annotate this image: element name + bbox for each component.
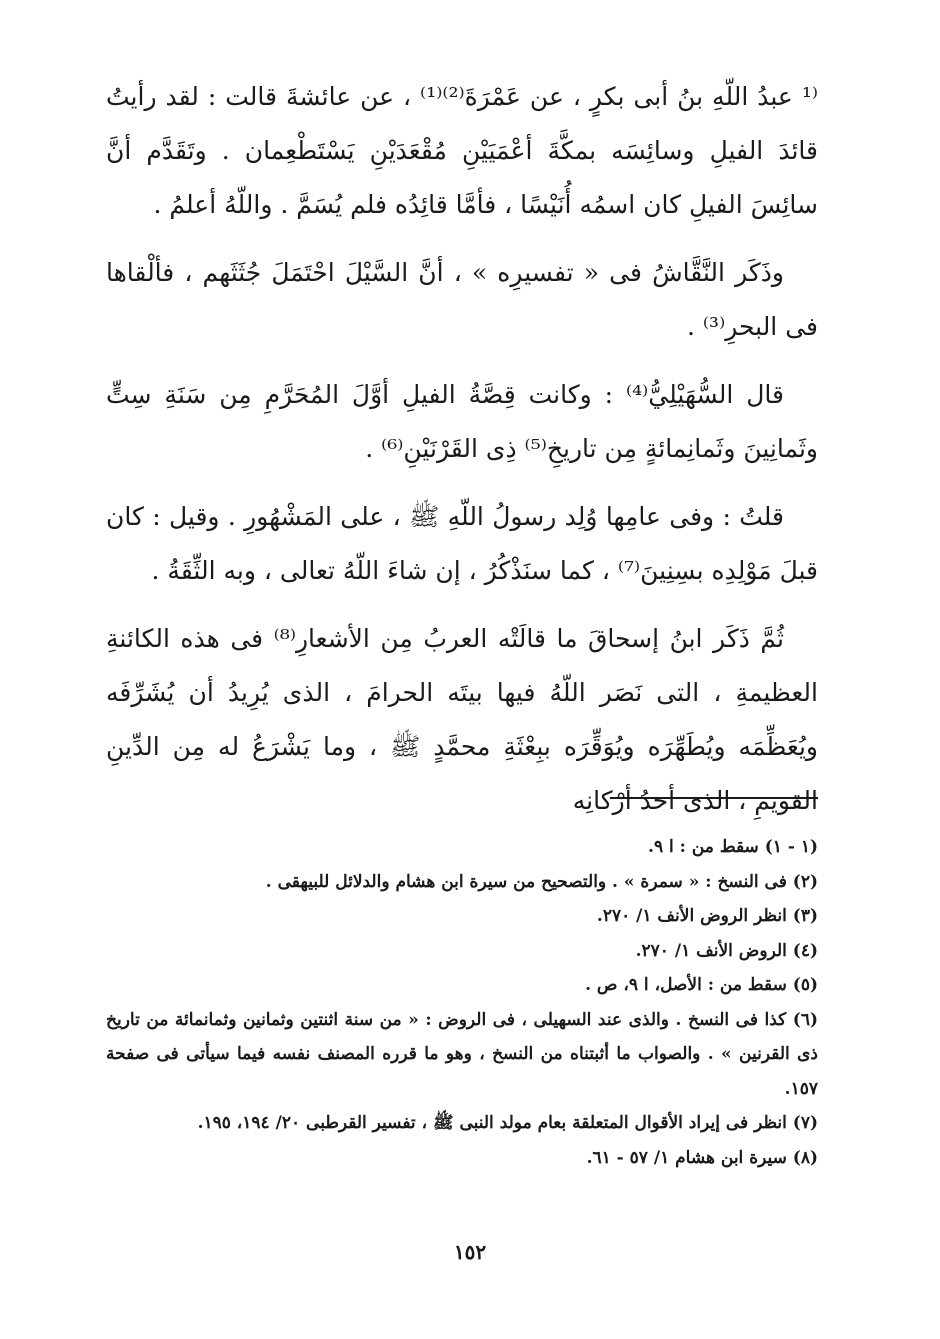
paragraph-3: قال السُّهَيْلِيُّ⁽⁴⁾ : وكانت قِصَّةُ الفيلِ أوَّلَ المُحَرَّمِ مِن سَنَةِ سِتٍّ وثَمانِينَ وثَمانِمائةٍ مِن تاريخِ⁽⁵⁾ ذِى القَرْنَيْنِ⁽⁶⁾ .	[106, 380, 818, 463]
paragraph-4: قلتُ : وفى عامِها وُلِد رسولُ اللّهِ ﷺ ، على المَشْهُورِ . وقيل : كان قبلَ مَوْلِدِه بسِنِينَ⁽⁷⁾ ، كما سنَذْكُرُ ، إن شاءَ اللّهُ تعالى ، وبه الثِّقَةُ .	[106, 502, 818, 585]
footnote-1: (١ - ١) سقط من : ا ٩.	[648, 837, 818, 857]
footnote-2: (٢) فى النسخ : « سمرة » . والتصحيح من سيرة ابن هشام والدلائل للبيهقى .	[265, 871, 818, 892]
paragraph-5: ثُمَّ ذَكَر ابنُ إسحاقَ ما قالَتْه العربُ مِن الأشعارِ⁽⁸⁾ فى هذه الكائنةِ العظيمةِ ، التى نَصَر اللّهُ فيها بيتَه الحرامَ ، الذى يُرِيدُ أن يُشَرِّفَه ويُعَظِّمَه ويُطَهِّرَه ويُوَقِّرَه ببِعْثَةِ محمَّدٍ ﷺ ، وما يَشْرَعُ له مِن الدِّينِ القويمِ ، الذى أحدُ أرْكانِه	[106, 624, 818, 815]
paragraph-2: وذَكَر النَّقَّاشُ فى « تفسيرِه » ، أنَّ السَّيْلَ احْتَمَلَ جُثَثَهم ، فألْقاها فى البحرِ⁽³⁾ .	[106, 258, 818, 341]
footnote-4: (٤) الروض الأنف ١/ ٢٧٠.	[635, 940, 818, 961]
footnote-5: (٥) سقط من : الأصل، ا ٩، ص .	[585, 975, 818, 995]
paragraph-1: ⁽¹ عبدُ اللّهِ بنُ أبى بكرٍ ، عن عَمْرَةَ⁽²⁾⁽¹⁾ ، عن عائشةَ قالت : لقد رأيتُ قائدَ الفيلِ وسائِسَه بمكَّةَ أعْمَيَيْنِ مُقْعَدَيْنِ يَسْتَطْعِمان . وتَقَدَّم أنَّ سائِسَ الفيلِ كان اسمُه أُنَيْسًا ، فأمَّا قائِدُه فلم يُسَمَّ . واللّهُ أعلمُ .	[106, 82, 818, 219]
footnotes	[106, 830, 818, 1175]
footnote-6: (٦) كذا فى النسخ . والذى عند السهيلى ، فى الروض : « من سنة اثنتين وثمانين وثمانمائة من تاريخ ذى القرنين » . والصواب ما أثبتناه من النسخ ، وهو ما قرره المصنف نفسه فيما سيأتى فى صفحة ١٥٧.	[106, 1009, 818, 1099]
page-number: ١٥٢	[453, 1240, 487, 1264]
footnote-divider	[610, 797, 818, 799]
footnote-8: (٨) سيرة ابن هشام ١/ ٥٧ - ٦١.	[586, 1147, 818, 1168]
footnote-7: (٧) انظر فى إيراد الأقوال المتعلقة بعام مولد النبى ﷺ ، تفسير القرطبى ٢٠/ ١٩٤، ١٩٥.	[197, 1113, 818, 1133]
footnote-3: (٣) انظر الروض الأنف ١/ ٢٧٠.	[596, 906, 818, 926]
main-text	[106, 70, 818, 842]
